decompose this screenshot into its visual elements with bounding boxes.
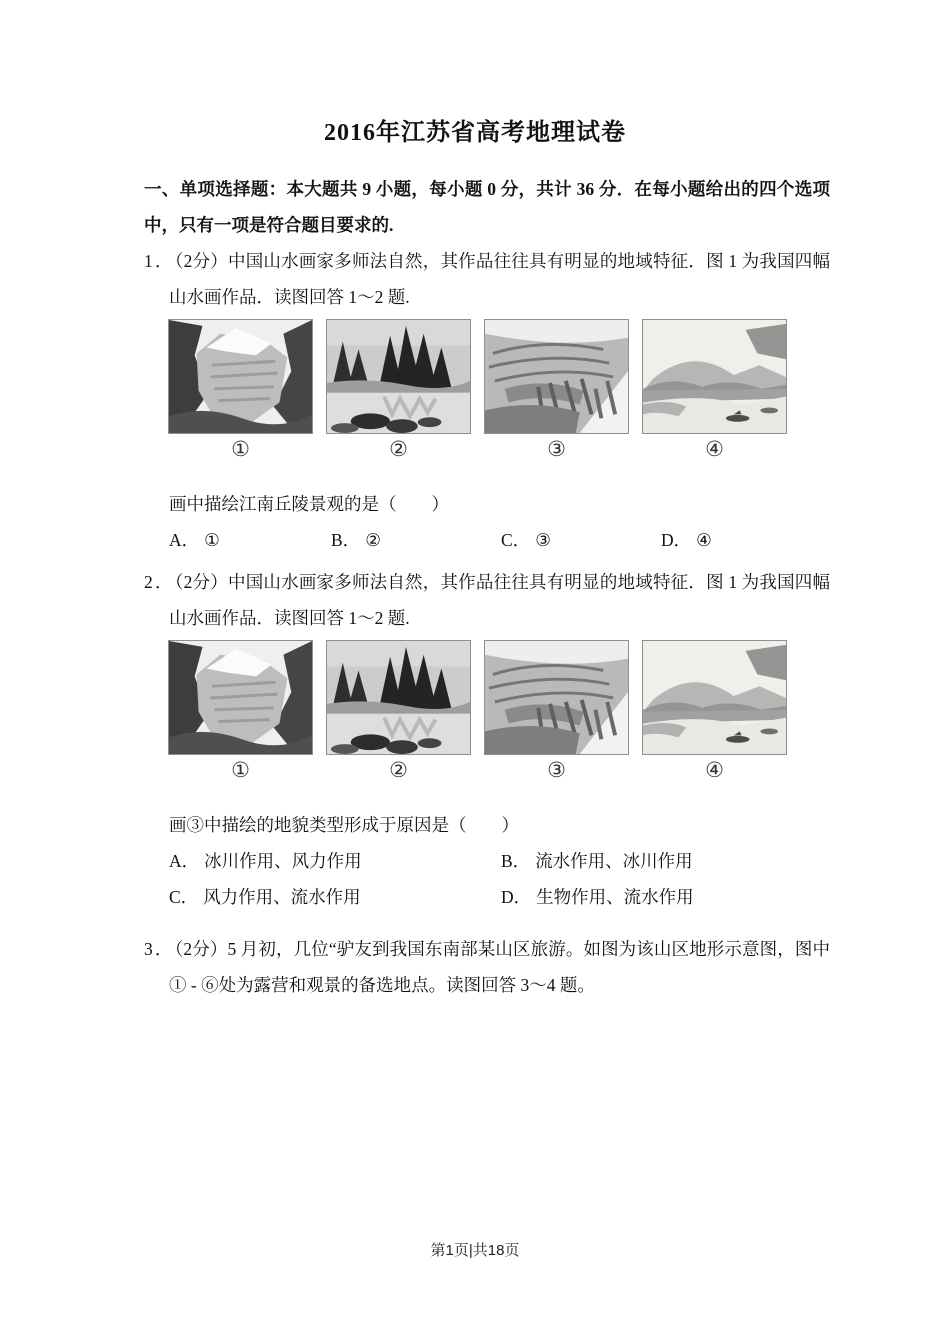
- option-a-text: 冰川作用、风力作用: [204, 851, 362, 871]
- figure-cell-1: [168, 319, 313, 464]
- option-d-text: 生物作用、流水作用: [536, 887, 694, 907]
- figure-cell-4: [642, 319, 787, 464]
- option-d: [661, 522, 830, 558]
- question-1-score: （2分）: [174, 251, 228, 271]
- question-1-options: [144, 522, 830, 558]
- question-3-stem: 5 月初，几位“驴友到我国东南部某山区旅游。如图为该山区地形示意图，图中① - ⑥处为露营和观景的备选地点。读图回答 3～4 题。: [169, 939, 831, 995]
- landscape-painting-2: [326, 319, 471, 434]
- option-a-label: A．: [169, 530, 200, 550]
- option-c-text: ③: [535, 530, 551, 550]
- figure-label-4: ④: [705, 758, 724, 782]
- figure-label-2: ②: [389, 758, 408, 782]
- question-2-text: [144, 564, 830, 636]
- page-title: 2016年江苏省高考地理试卷: [324, 120, 626, 146]
- question-1-text: [144, 243, 830, 315]
- figure-cell-2: [326, 319, 471, 464]
- question-2-stem: 中国山水画家多师法自然，其作品往往具有明显的地域特征．图 1 为我国四幅山水画作品．读图回答 1～2 题.: [169, 572, 831, 628]
- question-1-stem: 中国山水画家多师法自然，其作品往往具有明显的地域特征．图 1 为我国四幅山水画作品．读图回答 1～2 题.: [169, 251, 831, 307]
- page-footer: 第1页|共18页: [430, 1242, 520, 1259]
- option-c-text: 风力作用、流水作用: [203, 887, 361, 907]
- option-a-text: ①: [204, 530, 220, 550]
- option-d-text: ④: [696, 530, 712, 550]
- figure-label-2: ②: [389, 437, 408, 461]
- page-content: [0, 171, 950, 1003]
- landscape-painting-3: [484, 640, 629, 755]
- option-b-label: B．: [331, 530, 361, 550]
- question-3-score: （2分）: [174, 939, 228, 959]
- figure-cell-2: [326, 640, 471, 785]
- figure-label-1: ①: [231, 758, 250, 782]
- figure-cell-1: [168, 640, 313, 785]
- landscape-painting-4: [642, 319, 787, 434]
- figure-label-4: ④: [705, 437, 724, 461]
- option-d-label: D．: [501, 887, 532, 907]
- option-c: [501, 522, 661, 558]
- landscape-painting-1: [168, 640, 313, 755]
- option-d-label: D．: [661, 530, 692, 550]
- figure-label-1: ①: [231, 437, 250, 461]
- option-b-label: B．: [501, 851, 531, 871]
- landscape-painting-2: [326, 640, 471, 755]
- figure-label-3: ③: [547, 437, 566, 461]
- figure-cell-4: [642, 640, 787, 785]
- question-3-number: 3．: [144, 939, 175, 959]
- option-b: [501, 843, 830, 879]
- question-2-prompt: 画③中描绘的地貌类型形成于原因是（ ）: [169, 815, 519, 835]
- question-2-number: 2．: [144, 572, 175, 592]
- figure-cell-3: [484, 640, 629, 785]
- option-a-label: A．: [169, 851, 200, 871]
- landscape-painting-4: [642, 640, 787, 755]
- option-a: [169, 843, 501, 879]
- landscape-painting-1: [168, 319, 313, 434]
- section-heading: 一、单项选择题：本大题共 9 小题，每小题 0 分，共计 36 分．在每小题给出的四个选项中，只有一项是符合题目要求的.: [144, 179, 830, 235]
- question-1-figure-row: [144, 319, 830, 464]
- option-b-text: 流水作用、冰川作用: [535, 851, 693, 871]
- option-c: [169, 879, 501, 915]
- option-b-text: ②: [365, 530, 381, 550]
- option-c-label: C．: [501, 530, 531, 550]
- option-d: [501, 879, 830, 915]
- question-1-number: 1．: [144, 251, 175, 271]
- question-2-options: [144, 843, 830, 915]
- option-a: [169, 522, 331, 558]
- landscape-painting-3: [484, 319, 629, 434]
- question-2-score: （2分）: [174, 572, 228, 592]
- figure-label-3: ③: [547, 758, 566, 782]
- option-b: [331, 522, 501, 558]
- question-1-prompt: 画中描绘江南丘陵景观的是（ ）: [169, 494, 449, 514]
- question-2-figure-row: [144, 640, 830, 785]
- option-c-label: C．: [169, 887, 199, 907]
- figure-cell-3: [484, 319, 629, 464]
- question-3-text: [144, 931, 830, 1003]
